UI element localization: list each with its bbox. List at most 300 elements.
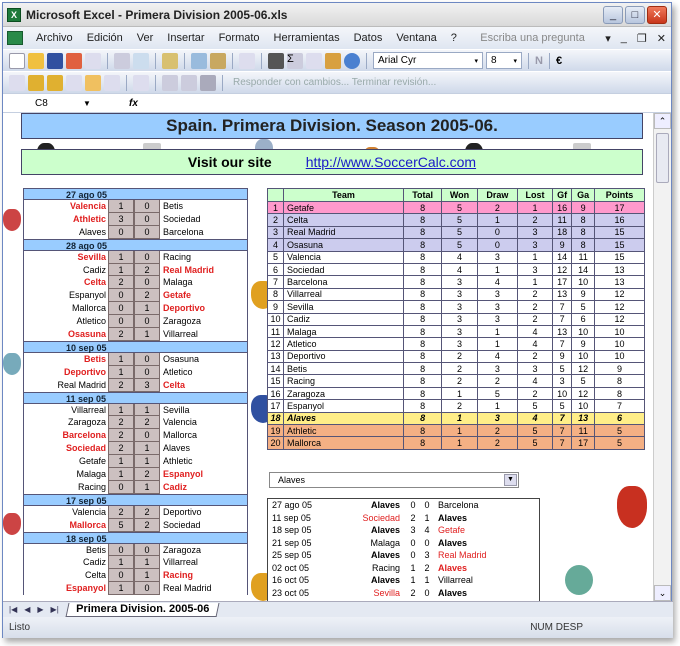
home-score[interactable]: 2 (108, 506, 134, 519)
cell-total: 8 (404, 350, 442, 362)
cell-lost: 2 (518, 313, 553, 325)
home-score[interactable]: 2 (108, 429, 134, 442)
home-team: Alaves (370, 500, 400, 510)
name-box[interactable]: C8 (35, 97, 48, 109)
menu-archivo[interactable]: Archivo (36, 32, 73, 44)
standings-row[interactable] (268, 276, 645, 288)
home-score[interactable]: 2 (108, 442, 134, 455)
new-icon[interactable] (9, 53, 25, 69)
home-team: Getafe (78, 456, 106, 467)
standings-row[interactable] (268, 425, 645, 437)
fixture-date-header: 10 sep 05 (23, 341, 248, 353)
column-header: Lost (518, 189, 553, 202)
chevron-down-icon[interactable]: ▼ (504, 474, 517, 486)
away-score[interactable]: 0 (134, 276, 160, 289)
cell-draw: 0 (477, 226, 517, 238)
result-date: 25 sep 05 (272, 550, 312, 560)
print-icon[interactable] (114, 53, 130, 69)
cell-won: 2 (442, 363, 478, 375)
cell-pos: 20 (268, 437, 284, 449)
cell-ga: 14 (572, 263, 595, 275)
cell-pts: 8 (595, 375, 645, 387)
home-team: Alaves (78, 226, 106, 237)
doc-close-button[interactable]: ✕ (656, 32, 666, 45)
column-header: Draw (477, 189, 517, 202)
fixture-row (23, 276, 248, 289)
cell-won: 5 (442, 226, 478, 238)
cell-lost: 4 (518, 375, 553, 387)
fixture-row (23, 519, 248, 532)
cell-lost: 5 (518, 400, 553, 412)
fixture-row (23, 429, 248, 442)
away-score[interactable]: 0 (134, 544, 160, 557)
cell-total: 8 (404, 202, 442, 214)
home-score[interactable]: 0 (108, 315, 134, 328)
reply-icon[interactable] (181, 75, 197, 91)
currency-button[interactable]: € (555, 54, 563, 67)
sheet-tab-primera-division[interactable]: Primera Division. 2005-06 (66, 603, 220, 617)
page-title: Spain. Primera Division. Season 2005-06. (21, 113, 643, 139)
cell-draw: 3 (477, 301, 517, 313)
first-sheet-icon[interactable]: |◀ (9, 605, 18, 614)
menu-help[interactable]: ? (450, 32, 457, 44)
chart-wizard-icon[interactable] (325, 53, 341, 69)
cell-total: 8 (404, 276, 442, 288)
menu-datos[interactable]: Datos (353, 32, 383, 44)
away-team: Athletic (163, 456, 193, 467)
hyperlink-icon[interactable] (268, 53, 284, 69)
site-banner (21, 149, 643, 175)
away-score: 4 (424, 525, 430, 535)
home-score[interactable]: 0 (108, 481, 134, 494)
cell-won: 3 (442, 338, 478, 350)
standings-row[interactable] (268, 301, 645, 313)
away-score[interactable]: 0 (134, 200, 160, 213)
cell-team: Zaragoza (284, 387, 404, 399)
home-team: Sevilla (373, 587, 400, 598)
cell-pts: 15 (595, 251, 645, 263)
home-team: Betis (85, 544, 106, 555)
cell-draw: 3 (477, 251, 517, 263)
font-size-select[interactable]: 8 ▾ (486, 52, 522, 69)
cell-lost: 4 (518, 412, 553, 424)
away-team: Getafe (438, 525, 466, 535)
keyboard-mode-indicator: NUM DESP (530, 622, 583, 633)
standings-row[interactable] (268, 350, 645, 362)
menu-insertar[interactable]: Insertar (167, 32, 205, 44)
formula-bar (3, 93, 671, 113)
standings-row[interactable] (268, 437, 645, 449)
maximize-button[interactable]: □ (625, 6, 645, 24)
vertical-scrollbar[interactable] (653, 113, 671, 601)
osasuna-crest-icon (617, 486, 647, 528)
mail-recipient-icon[interactable] (200, 75, 216, 91)
cell-won: 1 (442, 412, 478, 424)
cell-lost: 1 (518, 202, 553, 214)
next-sheet-icon[interactable]: ▶ (37, 605, 44, 614)
fixture-row (23, 468, 248, 481)
home-score[interactable]: 2 (108, 416, 134, 429)
scroll-down-icon[interactable]: ⌄ (654, 585, 671, 601)
prev-sheet-icon[interactable]: ◀ (24, 605, 31, 614)
fixture-row (23, 353, 248, 366)
away-score: 3 (424, 550, 430, 560)
fixture-date-header: 27 ago 05 (23, 188, 248, 200)
cell-draw: 1 (477, 338, 517, 350)
fixture-row (23, 556, 248, 569)
away-score[interactable]: 1 (134, 404, 160, 417)
cell-gf: 12 (553, 263, 572, 275)
home-team: Sevilla (77, 251, 106, 262)
standings-row[interactable] (268, 412, 645, 424)
cell-gf: 7 (553, 301, 572, 313)
cell-gf: 9 (553, 239, 572, 251)
column-header: Total (404, 189, 442, 202)
cell-won: 3 (442, 313, 478, 325)
menu-formato[interactable]: Formato (218, 32, 260, 44)
cell-draw: 2 (477, 202, 517, 214)
fixture-row (23, 544, 248, 557)
cell-total: 8 (404, 412, 442, 424)
away-team: Real Madrid (163, 264, 215, 275)
cell-gf: 7 (553, 313, 572, 325)
home-score[interactable]: 1 (108, 353, 134, 366)
last-sheet-icon[interactable]: ▶| (50, 605, 59, 614)
paste-icon[interactable] (210, 53, 226, 69)
home-score: 0 (410, 500, 416, 510)
cell-team: Sociedad (284, 263, 404, 275)
standings-row[interactable] (268, 214, 645, 226)
next-comment-icon[interactable] (47, 75, 63, 91)
home-team: Sociedad (362, 512, 400, 523)
away-team: Real Madrid (438, 550, 487, 560)
column-header: Team (284, 189, 404, 202)
comment-icon[interactable] (9, 75, 25, 91)
result-date: 23 oct 05 (272, 587, 310, 598)
away-team: Sociedad (163, 519, 201, 530)
home-team: Espanyol (65, 583, 106, 594)
column-header: Won (442, 189, 478, 202)
standings-row[interactable] (268, 263, 645, 275)
cell-pos: 3 (268, 226, 284, 238)
home-team: Betis (83, 353, 106, 364)
cell-lost: 4 (518, 338, 553, 350)
home-score[interactable]: 5 (108, 519, 134, 532)
cell-total: 8 (404, 239, 442, 251)
email-icon[interactable] (85, 53, 101, 69)
menu-ventana[interactable]: Ventana (396, 32, 437, 44)
cell-ga: 5 (572, 375, 595, 387)
cell-pos: 11 (268, 325, 284, 337)
home-score[interactable]: 1 (108, 366, 134, 379)
cell-lost: 3 (518, 226, 553, 238)
cell-pos: 6 (268, 263, 284, 275)
away-score[interactable]: 1 (134, 302, 160, 315)
workbook-icon[interactable] (7, 31, 23, 45)
save-icon[interactable] (47, 53, 63, 69)
cell-lost: 5 (518, 437, 553, 449)
standings-row[interactable] (268, 363, 645, 375)
cell-pts: 16 (595, 214, 645, 226)
standings-row[interactable] (268, 325, 645, 337)
home-score[interactable]: 3 (108, 213, 134, 226)
result-row (268, 512, 539, 525)
cell-team: Mallorca (284, 437, 404, 449)
cell-gf: 9 (553, 350, 572, 362)
fixture-row (23, 315, 248, 328)
away-score[interactable]: 1 (134, 569, 160, 582)
away-team: Racing (163, 570, 194, 581)
home-score[interactable]: 1 (108, 251, 134, 264)
cell-gf: 5 (553, 400, 572, 412)
cell-pos: 14 (268, 363, 284, 375)
standard-toolbar (3, 49, 671, 71)
result-row (268, 574, 539, 587)
undo-icon[interactable] (239, 53, 255, 69)
fixture-row (23, 569, 248, 582)
home-score[interactable]: 1 (108, 556, 134, 569)
away-score[interactable]: 2 (134, 506, 160, 519)
cell-pts: 12 (595, 301, 645, 313)
cell-gf: 5 (553, 363, 572, 375)
away-score[interactable]: 0 (134, 582, 160, 595)
cell-lost: 2 (518, 288, 553, 300)
team-select[interactable]: Alaves ▼ (269, 472, 519, 488)
menu-bar (3, 27, 671, 49)
home-score[interactable]: 0 (108, 289, 134, 302)
standings-row[interactable] (268, 202, 645, 214)
away-score[interactable]: 0 (134, 315, 160, 328)
fixture-date-header: 17 sep 05 (23, 494, 248, 506)
standings-row[interactable] (268, 239, 645, 251)
review-actions[interactable]: Responder con cambios... Terminar revisión... (233, 77, 437, 88)
cell-won: 5 (442, 214, 478, 226)
away-score[interactable]: 1 (134, 481, 160, 494)
cell-lost: 2 (518, 387, 553, 399)
cell-ga: 8 (572, 239, 595, 251)
home-score[interactable]: 2 (108, 379, 134, 392)
cell-pos: 4 (268, 239, 284, 251)
home-score: 0 (410, 550, 416, 560)
standings-row[interactable] (268, 313, 645, 325)
away-team: Alaves (438, 562, 468, 573)
away-score[interactable]: 2 (134, 416, 160, 429)
standings-row[interactable] (268, 375, 645, 387)
standings-row[interactable] (268, 226, 645, 238)
away-team: Alaves (438, 587, 468, 598)
worksheet[interactable] (3, 113, 653, 601)
cell-draw: 3 (477, 412, 517, 424)
result-date: 02 oct 05 (272, 562, 310, 573)
away-team: Alaves (438, 537, 468, 548)
away-score[interactable]: 0 (134, 226, 160, 239)
away-score: 0 (424, 587, 430, 598)
standings-row[interactable] (268, 400, 645, 412)
fixture-row (23, 328, 248, 341)
scroll-up-icon[interactable]: ⌃ (654, 113, 671, 129)
home-score[interactable]: 1 (108, 264, 134, 277)
permission-icon[interactable] (66, 53, 82, 69)
cell-won: 1 (442, 437, 478, 449)
menu-herramientas[interactable]: Herramientas (273, 32, 340, 44)
cell-ga: 10 (572, 400, 595, 412)
away-team: Alaves (163, 443, 191, 454)
home-score[interactable]: 0 (108, 569, 134, 582)
delete-comment-icon[interactable] (104, 75, 120, 91)
print-preview-icon[interactable] (133, 53, 149, 69)
away-score[interactable]: 1 (134, 455, 160, 468)
column-header: Gf (553, 189, 572, 202)
cell-team: Barcelona (284, 276, 404, 288)
home-score[interactable]: 0 (108, 302, 134, 315)
home-score[interactable]: 1 (108, 200, 134, 213)
cell-pos: 9 (268, 301, 284, 313)
cell-team: Sevilla (284, 301, 404, 313)
home-score[interactable]: 1 (108, 404, 134, 417)
help-icon[interactable] (344, 53, 360, 69)
standings-row[interactable] (268, 251, 645, 263)
away-team: Osasuna (163, 353, 200, 364)
menu-ver[interactable]: Ver (136, 32, 154, 44)
column-header (268, 189, 284, 202)
home-team: Alaves (370, 550, 400, 560)
home-score[interactable]: 1 (108, 582, 134, 595)
result-date: 16 oct 05 (272, 575, 310, 585)
result-date: 11 sep 05 (272, 512, 311, 523)
cell-pos: 1 (268, 202, 284, 214)
standings-row[interactable] (268, 338, 645, 350)
cell-total: 8 (404, 301, 442, 313)
cell-lost: 2 (518, 214, 553, 226)
cell-pos: 12 (268, 338, 284, 350)
font-name-select[interactable]: Arial Cyr ▾ (373, 52, 483, 69)
away-score[interactable]: 1 (134, 442, 160, 455)
cell-gf: 7 (553, 425, 572, 437)
away-score[interactable]: 2 (134, 519, 160, 532)
away-score[interactable]: 2 (134, 289, 160, 302)
standings-row[interactable] (268, 387, 645, 399)
name-box-dropdown-icon[interactable]: ▼ (83, 98, 91, 108)
home-score[interactable]: 2 (108, 276, 134, 289)
fixture-row (23, 455, 248, 468)
home-score[interactable]: 1 (108, 455, 134, 468)
cell-team: Atletico (284, 338, 404, 350)
result-row (268, 549, 539, 562)
sheet-tab-bar (3, 601, 673, 617)
away-score[interactable]: 0 (134, 429, 160, 442)
cell-total: 8 (404, 425, 442, 437)
home-score[interactable]: 1 (108, 468, 134, 481)
cell-team: Malaga (284, 325, 404, 337)
show-comment-icon[interactable] (66, 75, 82, 91)
cell-gf: 14 (553, 251, 572, 263)
away-score[interactable]: 3 (134, 379, 160, 392)
prev-comment-icon[interactable] (28, 75, 44, 91)
standings-header-row (268, 189, 645, 202)
away-score: 2 (424, 562, 430, 573)
cell-total: 8 (404, 437, 442, 449)
copy-icon[interactable] (191, 53, 207, 69)
cell-pts: 5 (595, 437, 645, 449)
autosum-sigma-icon[interactable]: Σ (287, 53, 303, 69)
away-score[interactable]: 2 (134, 468, 160, 481)
track-changes-icon[interactable] (133, 75, 149, 91)
away-score: 0 (424, 500, 430, 510)
home-score[interactable]: 0 (108, 544, 134, 557)
away-team: Valencia (163, 417, 197, 428)
home-score[interactable]: 0 (108, 226, 134, 239)
send-icon[interactable] (162, 75, 178, 91)
cell-draw: 2 (477, 375, 517, 387)
cell-team: Cadiz (284, 313, 404, 325)
result-row (268, 537, 539, 550)
close-button[interactable]: ✕ (647, 6, 667, 24)
ask-dropdown-icon[interactable]: ▾ (605, 32, 611, 45)
away-score[interactable]: 0 (134, 366, 160, 379)
cell-pts: 13 (595, 276, 645, 288)
doc-restore-button[interactable]: ❐ (636, 32, 647, 45)
cell-lost: 3 (518, 263, 553, 275)
menu-edicion[interactable]: Edición (86, 32, 123, 44)
minimize-button[interactable]: _ (603, 6, 623, 24)
cell-pts: 8 (595, 387, 645, 399)
cell-pts: 12 (595, 313, 645, 325)
cell-pts: 15 (595, 239, 645, 251)
ask-question-input[interactable]: Escriba una pregunta (480, 32, 585, 44)
site-link[interactable]: http://www.SoccerCalc.com (305, 154, 477, 170)
cell-pts: 17 (595, 202, 645, 214)
cell-total: 8 (404, 338, 442, 350)
away-score[interactable]: 2 (134, 264, 160, 277)
function-icon[interactable]: fx (129, 97, 138, 109)
cell-gf: 16 (553, 202, 572, 214)
away-score[interactable]: 0 (134, 353, 160, 366)
sort-icon[interactable] (306, 53, 322, 69)
cell-won: 3 (442, 301, 478, 313)
away-score[interactable]: 1 (134, 556, 160, 569)
cell-gf: 18 (553, 226, 572, 238)
cell-lost: 3 (518, 363, 553, 375)
scroll-thumb[interactable] (656, 133, 669, 183)
cell-ga: 11 (572, 425, 595, 437)
cell-draw: 1 (477, 214, 517, 226)
standings-row[interactable] (268, 288, 645, 300)
away-team: Getafe (163, 290, 192, 301)
away-score[interactable]: 0 (134, 251, 160, 264)
fixture-row (23, 442, 248, 455)
team-crest-icon (3, 353, 21, 375)
away-score[interactable]: 1 (134, 328, 160, 341)
cell-lost: 1 (518, 251, 553, 263)
home-score[interactable]: 2 (108, 328, 134, 341)
open-icon[interactable] (28, 53, 44, 69)
cell-total: 8 (404, 363, 442, 375)
research-icon[interactable] (162, 53, 178, 69)
doc-minimize-button[interactable]: _ (620, 32, 627, 44)
cell-team: Real Madrid (284, 226, 404, 238)
column-header: Ga (572, 189, 595, 202)
away-score[interactable]: 0 (134, 213, 160, 226)
cell-ga: 9 (572, 202, 595, 214)
cell-ga: 10 (572, 350, 595, 362)
home-team: Athletic (72, 213, 106, 224)
bold-button[interactable]: N (535, 54, 543, 67)
home-team: Barcelona (62, 430, 106, 441)
highlight-icon[interactable] (85, 75, 101, 91)
cell-pos: 18 (268, 412, 284, 424)
cell-gf: 11 (553, 214, 572, 226)
home-team: Alaves (370, 525, 400, 535)
